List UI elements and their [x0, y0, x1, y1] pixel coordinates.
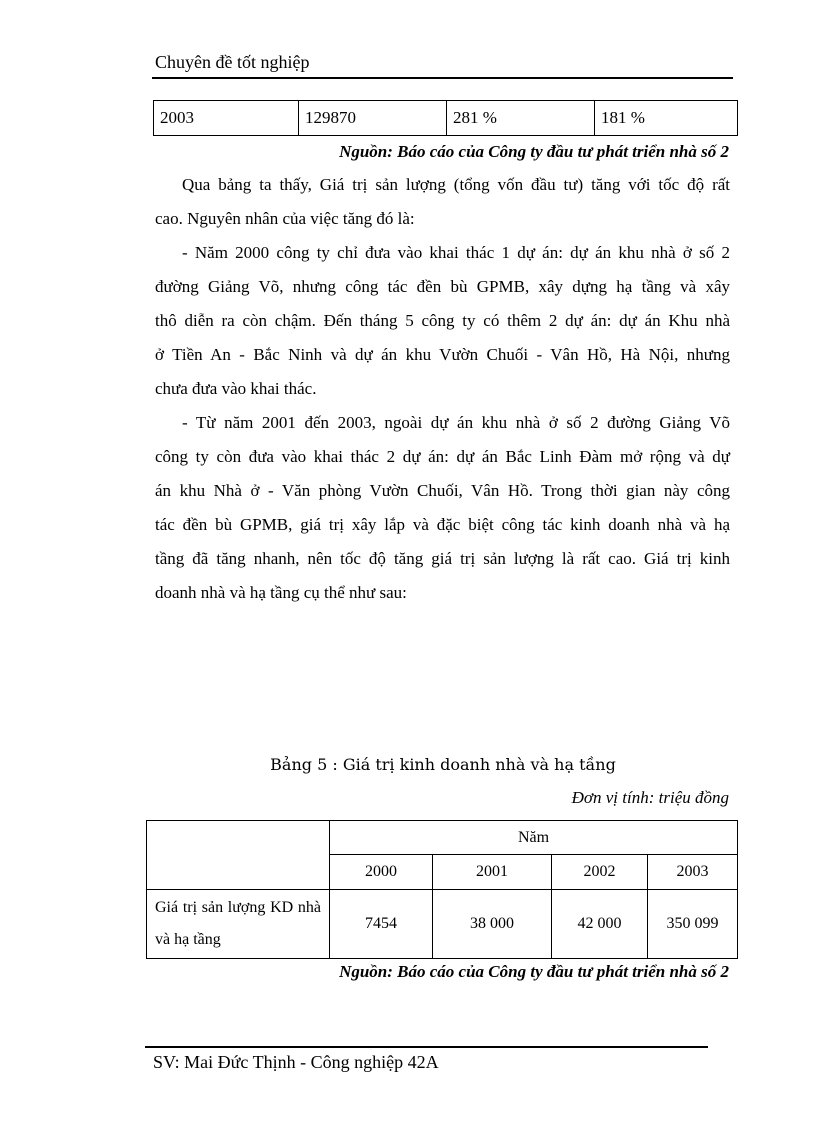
table-5	[146, 820, 738, 959]
source-note-1: Nguồn: Báo cáo của Công ty đầu tư phát triển nhà số 2	[339, 142, 729, 161]
table-header-year-2001: 2001	[433, 855, 552, 890]
paragraph-1-line-2: cao. Nguyên nhân của việc tăng đó là:	[155, 209, 415, 228]
table-header-year-2003: 2003	[648, 855, 738, 890]
table-5-caption: Bảng 5 : Giá trị kinh doanh nhà và hạ tầng	[270, 755, 616, 774]
table-cell-2002: 42 000	[552, 890, 648, 959]
table-row	[147, 890, 738, 959]
table-cell-2000: 7454	[330, 890, 433, 959]
table-cell-percent-1: 281 %	[447, 101, 595, 136]
paragraph-2-line-2: đường Giảng Võ, nhưng công tác đền bù GPMB, xây dựng hạ tầng và xây	[155, 277, 730, 296]
paragraph-2-line-5: chưa đưa vào khai thác.	[155, 379, 317, 398]
table-cell-value: 129870	[299, 101, 447, 136]
table-cell-percent-2: 181 %	[595, 101, 738, 136]
paragraph-3-line-3: án khu Nhà ở - Văn phòng Vườn Chuối, Vân Hồ. Trong thời gian này công	[155, 481, 730, 500]
paragraph-3-line-4: tác đền bù GPMB, giá trị xây lắp và đặc biệt công tác kinh doanh nhà và hạ	[155, 515, 730, 534]
paragraph-3-line-2: công ty còn đưa vào khai thác 2 dự án: dự án Bắc Linh Đàm mở rộng và dự	[155, 447, 730, 466]
header-rule	[152, 77, 733, 79]
table-cell-2001: 38 000	[433, 890, 552, 959]
table-header-row	[147, 821, 738, 855]
table-header-year-2002: 2002	[552, 855, 648, 890]
paragraph-1-line-1: Qua bảng ta thấy, Giá trị sản lượng (tổng vốn đầu tư) tăng với tốc độ rất	[182, 175, 730, 194]
paragraph-3-line-6: doanh nhà và hạ tầng cụ thể như sau:	[155, 583, 407, 602]
paragraph-3-line-5: tầng đã tăng nhanh, nên tốc độ tăng giá trị sản lượng là rất cao. Giá trị kinh	[155, 549, 730, 568]
table-cell-year: 2003	[154, 101, 299, 136]
footer-rule	[145, 1046, 708, 1048]
table-corner-cell	[147, 821, 330, 890]
paragraph-2-line-1: - Năm 2000 công ty chỉ đưa vào khai thác 1 dự án: dự án khu nhà ở số 2	[182, 243, 730, 262]
page-header-title: Chuyên đề tốt nghiệp	[155, 52, 310, 72]
paragraph-2-line-3: thô diễn ra còn chậm. Đến tháng 5 công ty có thêm 2 dự án: dự án Khu nhà	[155, 311, 730, 330]
table-1-continued	[153, 100, 738, 136]
table-group-header-year: Năm	[330, 821, 738, 855]
paragraph-3-line-1: - Từ năm 2001 đến 2003, ngoài dự án khu nhà ở số 2 đường Giảng Võ	[182, 413, 730, 432]
source-note-2: Nguồn: Báo cáo của Công ty đầu tư phát triển nhà số 2	[339, 962, 729, 981]
page-footer: SV: Mai Đức Thịnh - Công nghiệp 42A	[153, 1052, 439, 1072]
paragraph-2-line-4: ở Tiền An - Bắc Ninh và dự án khu Vườn Chuối - Vân Hồ, Hà Nội, nhưng	[155, 345, 730, 364]
table-cell-2003: 350 099	[648, 890, 738, 959]
table-header-year-2000: 2000	[330, 855, 433, 890]
table-row-label: Giá trị sản lượng KD nhà và hạ tầng	[147, 890, 330, 959]
table-row	[154, 101, 738, 136]
unit-label: Đơn vị tính: triệu đồng	[571, 788, 729, 807]
